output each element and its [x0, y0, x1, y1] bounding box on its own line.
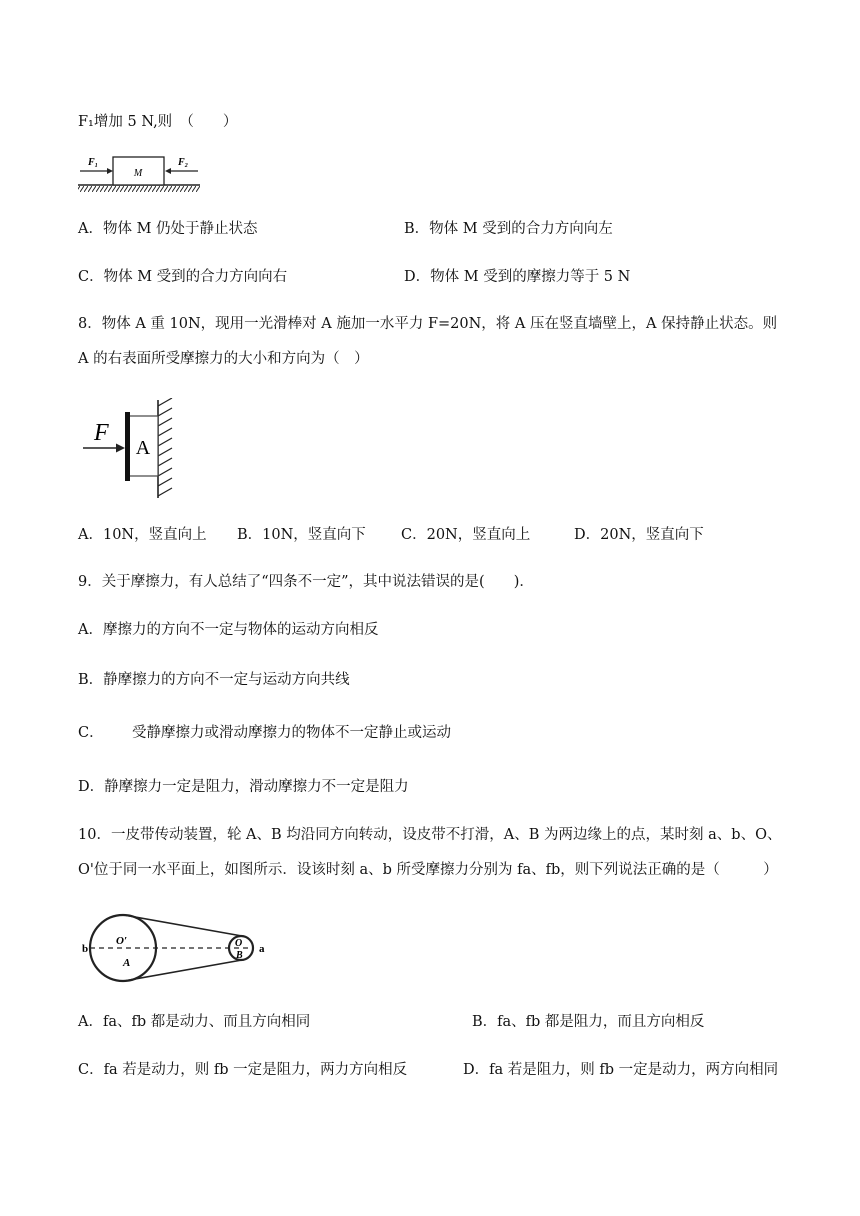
point-b-label: b — [82, 943, 89, 955]
q8-stem-line2: A 的右表面所受摩擦力的大小和方向为（ ） — [78, 351, 369, 367]
q10-option-d: D．fa 若是阻力，则 fb 一定是动力，两方向相同 — [463, 1062, 779, 1078]
q8-figure — [80, 398, 184, 500]
force-f1-label: F₁ — [88, 157, 99, 168]
q7-option-d: D．物体 M 受到的摩擦力等于 5 N — [404, 269, 631, 285]
q7-option-a: A．物体 M 仍处于静止状态 — [78, 221, 258, 237]
ground-hatch — [78, 186, 200, 192]
q10-option-b: B．fa、fb 都是阻力，而且方向相反 — [472, 1014, 705, 1030]
force-f-label: F — [94, 420, 109, 446]
center-o-prime-label: O′ — [116, 935, 128, 947]
q8-stem-line1: 8．物体 A 重 10N，现用一光滑棒对 A 施加一水平力 F=20N，将 A 压在竖直墙壁上，A 保持静止状态。则 — [78, 316, 778, 332]
force-f2-label: F₂ — [178, 157, 189, 168]
q9-stem: 9．关于摩擦力，有人总结了“四条不一定”，其中说法错误的是( )． — [78, 574, 534, 590]
q10-option-a: A．fa、fb 都是动力、而且方向相同 — [78, 1014, 311, 1030]
q7-figure — [76, 150, 202, 196]
q7-option-b: B．物体 M 受到的合力方向向左 — [404, 221, 613, 237]
belt-top — [124, 915, 242, 936]
force-f1-arrowhead — [107, 168, 113, 174]
q8-option-d: D．20N，竖直向下 — [574, 527, 704, 543]
wheel-a-label: A — [123, 957, 131, 969]
q9-option-c-text: 受静摩擦力或滑动摩擦力的物体不一定静止或运动 — [132, 725, 451, 741]
point-a-label: a — [259, 943, 265, 955]
wheel-b-label: B — [236, 950, 243, 961]
q10-figure — [76, 910, 276, 986]
q9-option-d: D．静摩擦力一定是阻力，滑动摩擦力不一定是阻力 — [78, 779, 409, 795]
q8-option-a: A．10N，竖直向上 — [78, 527, 207, 543]
center-o-label: O — [235, 938, 243, 949]
wall-hatch — [158, 398, 172, 496]
q7-option-c: C．物体 M 受到的合力方向向右 — [78, 269, 288, 285]
q8-option-b: B．10N，竖直向下 — [237, 527, 366, 543]
q8-option-c: C．20N，竖直向上 — [401, 527, 531, 543]
block-a-label: A — [135, 437, 151, 459]
q10-option-c: C．fa 若是动力，则 fb 一定是阻力，两力方向相反 — [78, 1062, 408, 1078]
q9-option-b: B．静摩擦力的方向不一定与运动方向共线 — [78, 672, 350, 688]
force-f2-arrowhead — [165, 168, 171, 174]
block-m-label: M — [133, 168, 143, 179]
q10-stem-line1: 10．一皮带传动装置，轮 A、B 均沿同方向转动，设皮带不打滑，A、B 为两边缘上的点，某时刻 a、b、O、 — [78, 827, 782, 843]
q9-option-c-label: C． — [78, 725, 104, 741]
force-f-arrowhead — [116, 444, 125, 453]
belt-bottom — [124, 960, 242, 981]
smooth-rod — [125, 412, 130, 481]
q10-stem-line2: O'位于同一水平面上，如图所示．设该时刻 a、b 所受摩擦力分别为 fa、fb，则下列说法正确的是（ ） — [78, 862, 778, 878]
q7-stem-tail: F₁增加 5 N,则 （ ） — [78, 114, 238, 130]
q9-option-a: A．摩擦力的方向不一定与物体的运动方向相反 — [78, 622, 379, 638]
